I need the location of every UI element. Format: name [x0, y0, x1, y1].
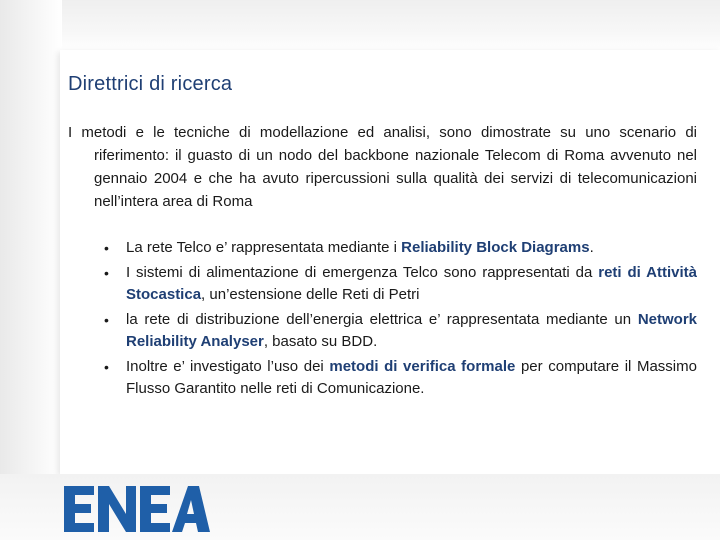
bullet-highlight: reti di Attività Stocastica [126, 264, 697, 303]
bullet-icon: • [104, 240, 109, 256]
bullet-highlight: metodi di verifica formale [329, 358, 516, 375]
left-gradient-strip [0, 0, 62, 540]
bullet-text: I sistemi di alimentazione di emergenza Telco sono rappresentati da [126, 264, 599, 281]
bullet-highlight: Reliability Block Diagrams [401, 239, 590, 256]
bullet-highlight: Network Reliability Analyser [126, 311, 697, 350]
bullet-text-end: , basato su BDD. [263, 333, 378, 350]
bullet-item [104, 262, 697, 306]
bullet-text: la rete di distribuzione dell’energia elettrica e’ rappresentata mediante un [126, 311, 638, 328]
bullet-text: Inoltre e’ investigato l’uso dei [126, 358, 330, 375]
bullet-item [104, 356, 697, 400]
bullet-item [104, 309, 697, 353]
top-gradient-band [0, 0, 720, 52]
bullet-icon: • [104, 359, 109, 375]
bullet-item [104, 237, 697, 259]
slide-title: Direttrici di ricerca [68, 73, 233, 95]
bullet-text-end: . [589, 239, 594, 256]
bullet-text: La rete Telco e’ rappresentata mediante i [126, 239, 402, 256]
bullet-icon: • [104, 265, 109, 281]
bullet-text-end: , un’estensione delle Reti di Petri [201, 286, 420, 303]
intro-paragraph: I metodi e le tecniche di modellazione ed analisi, sono dimostrate su uno scenario di riferimento: il guasto di un nodo del backbone nazionale Telecom di Roma avvenuto nel gennaio 2004 e che ha avuto ripercussioni sulla qualità dei servizi di telecomunicazioni nell’intera area di Roma [68, 124, 697, 210]
bullet-text-end: per computare il Massimo Flusso Garantito nelle reti di Comunicazione. [126, 358, 697, 397]
bullet-icon: • [104, 312, 109, 328]
enea-logo-icon [64, 486, 210, 532]
bullet-list [104, 237, 697, 403]
